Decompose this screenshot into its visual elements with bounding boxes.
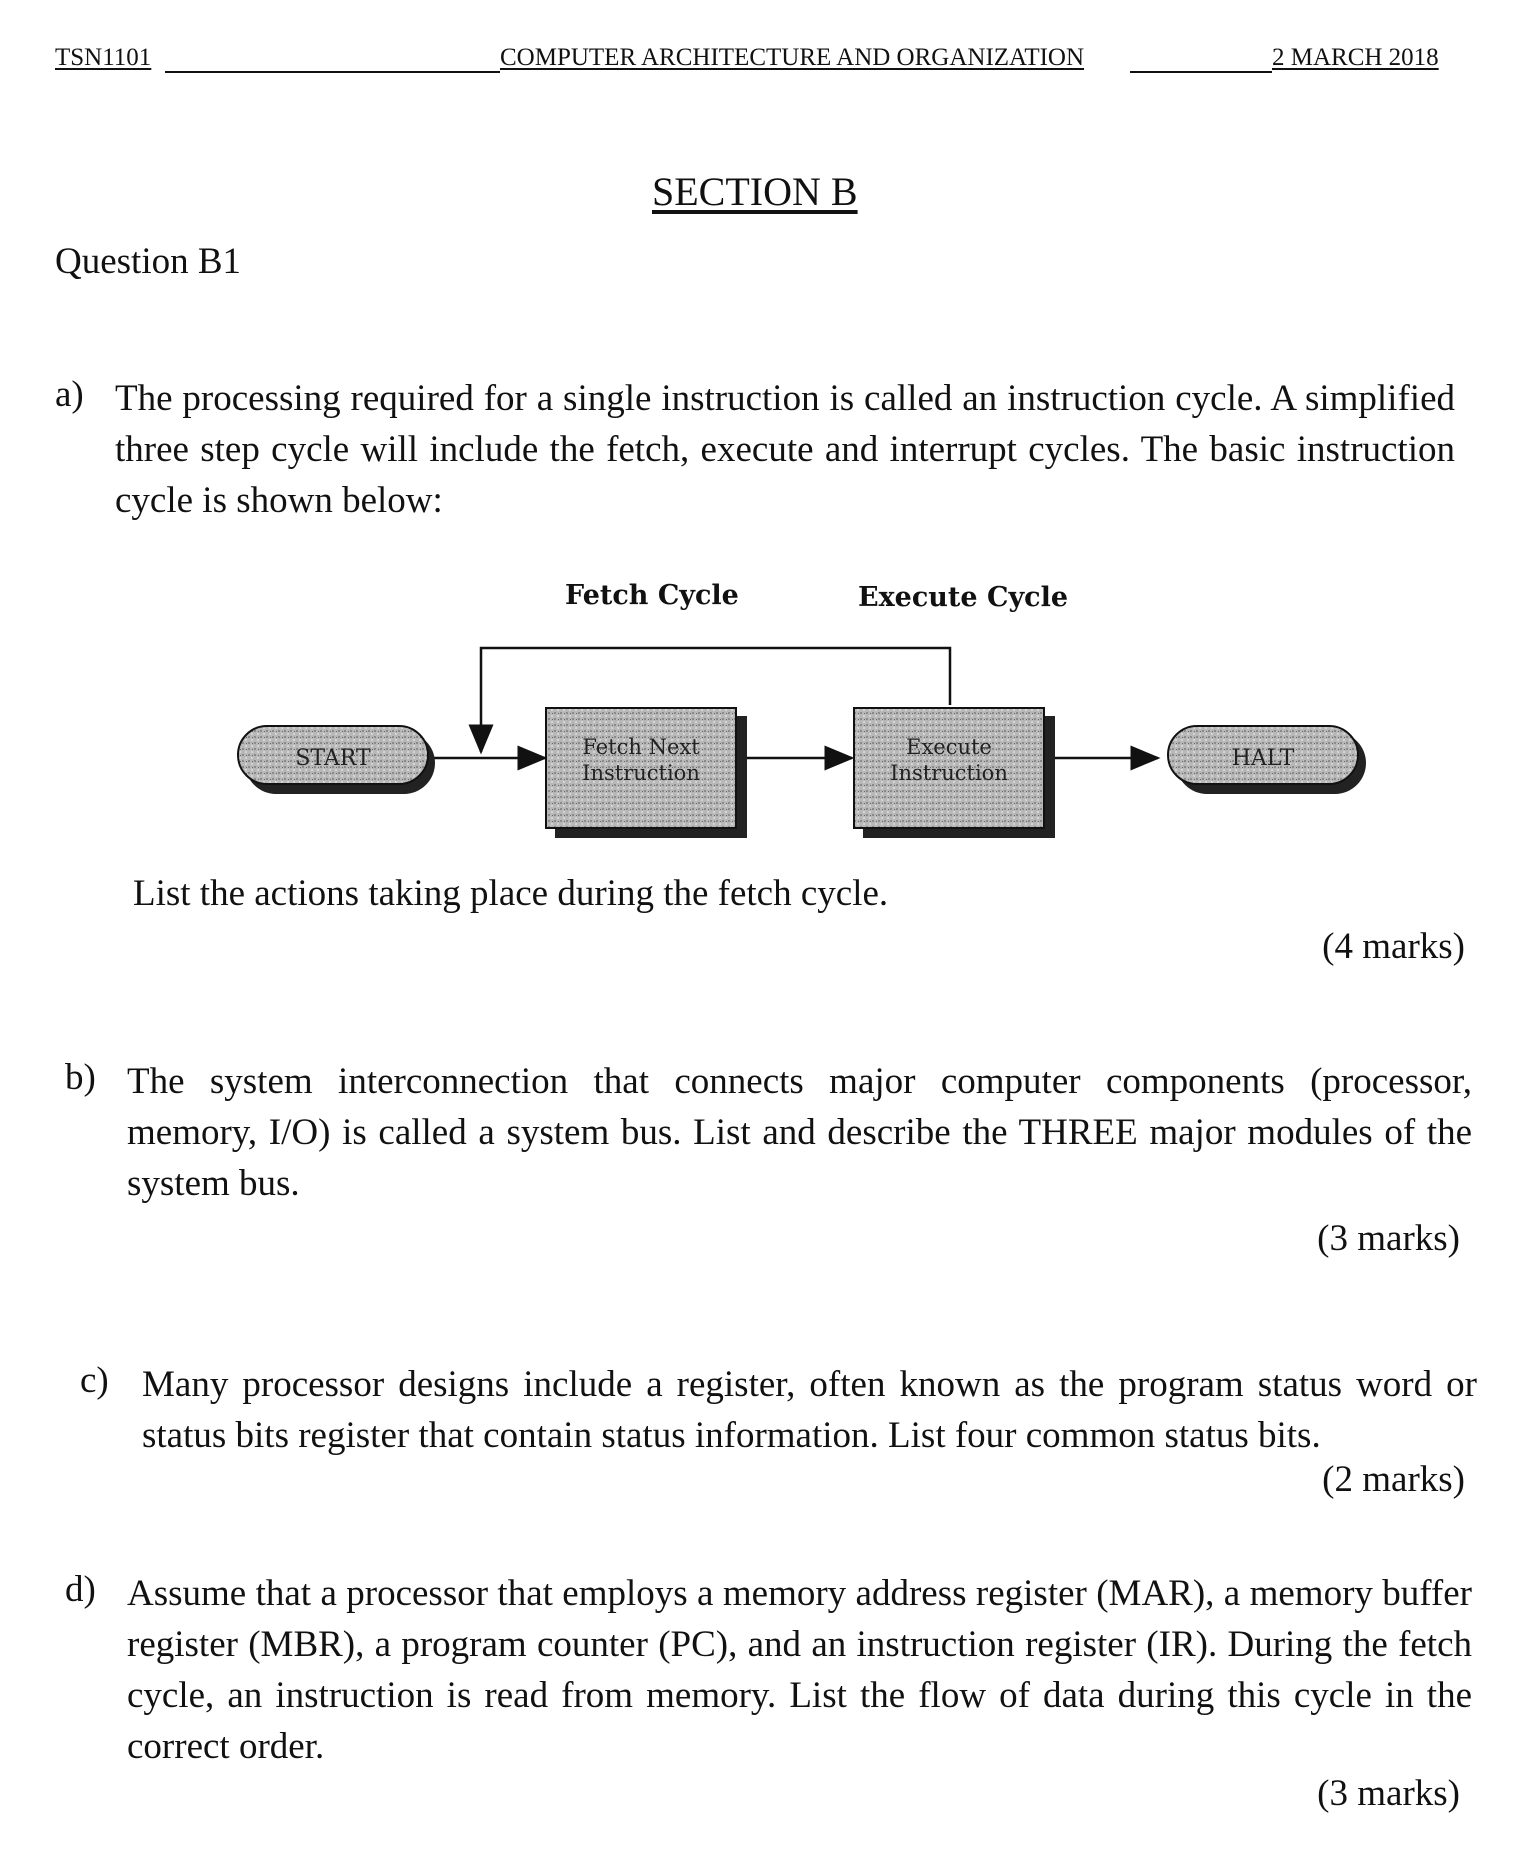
part-d-marks: (3 marks) [1317,1773,1460,1814]
exam-date: 2 MARCH 2018 [1272,44,1439,71]
part-c-text: Many processor designs include a register, often known as the program status word or status bits register that contain status information. List four common status bits. [142,1364,1477,1456]
part-a-text: The processing required for a single instruction is called an instruction cycle. A simplified three step cycle will include the fetch, execute and interrupt cycles. The basic instruction cycle is shown below: [115,378,1455,521]
halt-node [1168,726,1366,794]
part-b-label: b) [65,1057,96,1098]
fetch-box-line1: Fetch Next [582,735,700,759]
start-node [238,726,435,794]
start-label: START [295,746,371,771]
part-d-text: Assume that a processor that employs a memory address register (MAR), a memory buffer register (MBR), a program counter (PC), and an instruction register (IR). During the fetch cycle, an instruction is read from memory. List the flow of data during this cycle in the correct order. [127,1573,1472,1767]
execute-instruction-box [854,708,1055,838]
part-a-prompt: List the actions taking place during the fetch cycle. [133,873,889,914]
execute-box-line1: Execute [906,735,992,759]
part-d-label: d) [65,1569,96,1610]
fetch-box-line2: Instruction [582,761,700,785]
course-code: TSN1101 [55,44,152,71]
part-b-text: The system interconnection that connects major computer components (processor, memory, I/O) is called a system bus. List and describe the THREE major modules of the system bus. [127,1061,1472,1204]
execute-cycle-label: Execute Cycle [858,582,1069,613]
halt-label: HALT [1231,746,1295,771]
fetch-cycle-label: Fetch Cycle [565,580,739,611]
question-title: Question B1 [55,241,242,282]
header-rule-left [165,71,500,73]
part-c-marks: (2 marks) [1322,1459,1465,1500]
section-title: SECTION B [652,169,858,214]
part-a-label: a) [55,374,84,415]
header-rule-right [1130,71,1272,73]
part-a-marks: (4 marks) [1322,926,1465,967]
part-c-label: c) [80,1360,109,1401]
execute-box-line2: Instruction [890,761,1008,785]
part-b-marks: (3 marks) [1317,1218,1460,1259]
instruction-cycle-diagram [230,640,1380,850]
course-title: COMPUTER ARCHITECTURE AND ORGANIZATION [500,44,1085,71]
fetch-instruction-box [546,708,747,838]
